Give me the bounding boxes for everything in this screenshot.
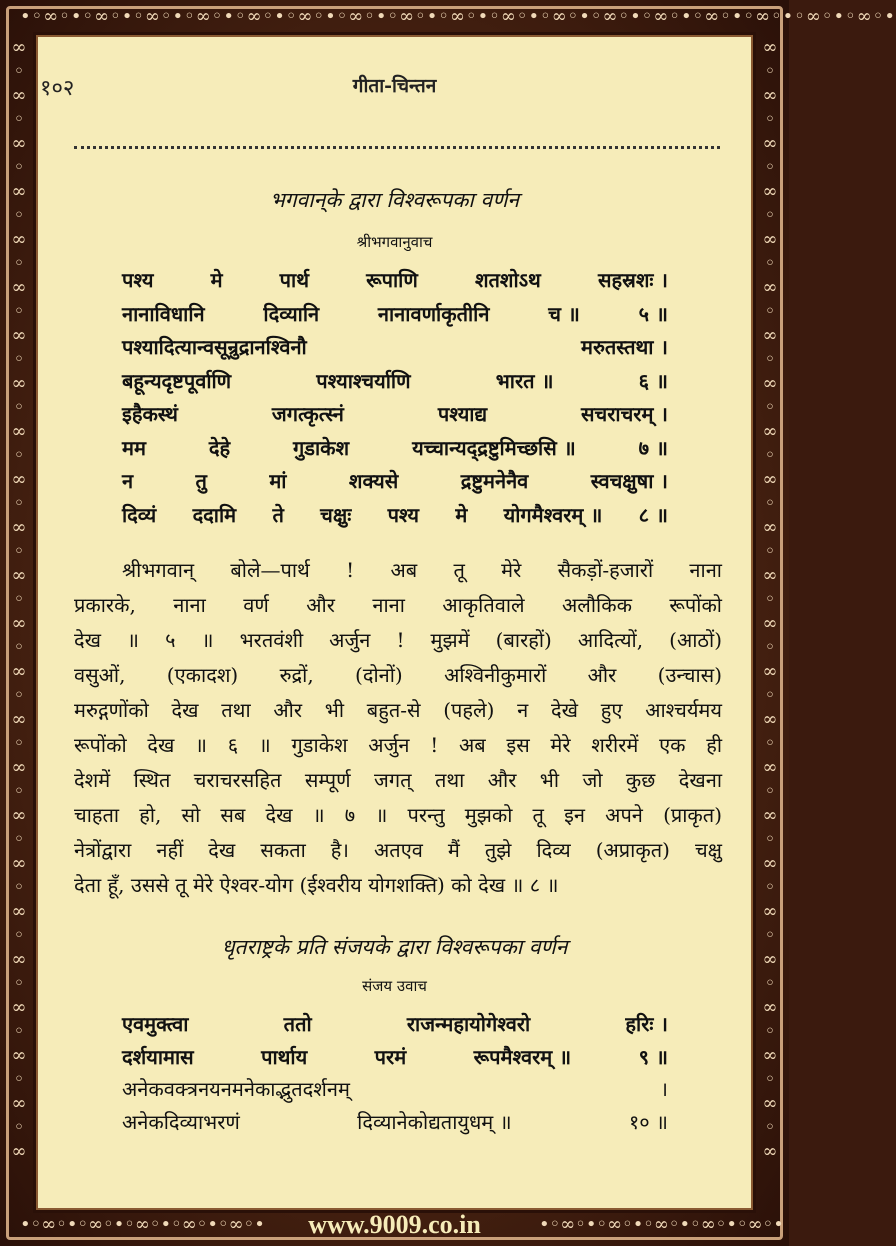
verse-word: योगमैश्वरम् ॥ <box>503 502 603 527</box>
translation-line: देख ॥ ५ ॥ भरतवंशी अर्जुन ! मुझमें (बारहों) आदित्यों, (आठों) <box>74 628 722 652</box>
verse-word: इहैकस्थं <box>122 402 178 426</box>
translation-line: चाहता हो, सो सब देख ॥ ७ ॥ परन्तु मुझको तू इन अपने (प्राकृत) <box>74 803 722 827</box>
verse-word: मम <box>122 435 146 460</box>
top-border-ornament: •◦∞◦•◦∞◦•◦∞◦•◦∞◦•◦∞◦•◦∞◦•◦∞◦•◦∞◦•◦∞◦•◦∞◦•◦∞◦•◦∞◦•◦∞◦•◦∞◦•◦∞◦•◦∞◦•◦∞◦• <box>20 6 896 27</box>
section2-speaker: संजय उवाच <box>362 977 427 995</box>
section1-verse-line <box>122 501 668 528</box>
running-head: गीता-चिन्तन <box>352 75 437 97</box>
section2-heading: धृतराष्ट्रके प्रति संजयके द्वारा विश्वरूपका वर्णन <box>221 935 568 959</box>
verse-word: ६ ॥ <box>638 368 668 393</box>
verse-word: पार्थ <box>279 268 309 292</box>
verse-word: जगत्कृत्स्नं <box>271 402 344 426</box>
verse-word: नानावर्णाकृतीनि <box>377 301 490 326</box>
section1-verse-line <box>122 266 668 293</box>
verse-word: तु <box>195 469 207 493</box>
section2-verse-line <box>122 1075 668 1102</box>
bottom-right-ornament: •◦∞◦•◦∞◦•◦∞◦•◦∞◦•◦∞◦• <box>539 1214 784 1235</box>
verse-word: रूपाणि <box>366 268 418 292</box>
verse-word: ते <box>272 502 284 527</box>
verse-word: द्रष्टुमनेनैव <box>460 469 529 493</box>
verse-word: दिव्यं <box>122 502 157 527</box>
section1-verse-line <box>122 400 668 427</box>
verse-word: हरिः । <box>625 1012 668 1036</box>
translation-line: नेत्रोंद्वारा नहीं देख सकता है। अतएव मैं तुझे दिव्य (अप्राकृत) चक्षु <box>74 838 722 862</box>
verse-word: दिव्यानेकोद्यतायुधम् ॥ <box>357 1109 512 1134</box>
verse-word: च ॥ <box>548 301 580 326</box>
verse-word: शक्यसे <box>348 469 399 493</box>
verse-word: १० ॥ <box>628 1109 668 1134</box>
section2-verse-line <box>122 1108 668 1135</box>
verse-word: गुडाकेश <box>293 435 350 460</box>
verse-word: दिव्यानि <box>263 301 320 326</box>
verse-word: रूपमैश्वरम् ॥ <box>473 1044 572 1069</box>
verse-word: नानाविधानि <box>122 301 205 326</box>
verse-word: परमं <box>374 1044 407 1069</box>
verse-word: मां <box>269 469 287 493</box>
footer-url[interactable]: www.9009.co.in <box>308 1210 481 1239</box>
verse-word: ९ ॥ <box>638 1044 668 1069</box>
verse-word: सचराचरम् । <box>581 402 668 426</box>
verse-word: मरुतस्तथा । <box>580 335 668 359</box>
verse-word: देहे <box>208 435 231 460</box>
section1-speaker: श्रीभगवानुवाच <box>356 233 433 251</box>
verse-word: ततो <box>283 1012 312 1036</box>
verse-word: स्वचक्षुषा । <box>590 469 668 493</box>
verse-word: पश्य <box>387 502 420 527</box>
translation-line: रूपोंको देख ॥ ६ ॥ गुडाकेश अर्जुन ! अब इस मेरे शरीरमें एक ही <box>74 733 722 757</box>
section2-verse-line <box>122 1043 668 1070</box>
translation-line: देशमें स्थित चराचरसहित सम्पूर्ण जगत् तथा और भी जो कुछ देखना <box>74 768 722 792</box>
section1-verse-line <box>122 367 668 394</box>
verse-word: यच्चान्यद्द्रष्टुमिच्छसि ॥ <box>412 435 576 460</box>
verse-word: न <box>122 469 134 493</box>
verse-word: मे <box>455 502 468 527</box>
verse-word: चक्षुः <box>320 502 352 527</box>
verse-word: ५ ॥ <box>638 301 668 326</box>
verse-word: ७ ॥ <box>638 435 668 460</box>
verse-word: अनेकदिव्याभरणं <box>122 1109 240 1134</box>
translation-line: प्रकारके, नाना वर्ण और नाना आकृतिवाले अलौकिक रूपोंको <box>74 593 722 617</box>
verse-word: अनेकवक्त्रनयनमनेकाद्भुतदर्शनम् <box>122 1077 350 1101</box>
translation-line: वसुओं, (एकादश) रुद्रों, (दोनों) अश्विनीकुमारों और (उन्चास) <box>74 663 722 687</box>
section1-verse-line <box>122 467 668 494</box>
verse-word: पश्यादित्यान्वसून्रुद्रानश्विनौ <box>122 335 307 359</box>
verse-word: सहस्रशः । <box>597 268 668 292</box>
verse-word: एवमुक्त्वा <box>122 1012 189 1036</box>
section2-verse-line <box>122 1010 668 1037</box>
page-number: १०२ <box>40 76 75 101</box>
verse-word: भारत ॥ <box>495 368 554 393</box>
section1-verse-line <box>122 333 668 360</box>
verse-word: पश्य <box>122 268 154 292</box>
verse-word: ददामि <box>192 502 237 527</box>
translation-line: श्रीभगवान् बोले—पार्थ ! अब तू मेरे सैकड़ों-हजारों नाना <box>122 558 722 582</box>
verse-word: पार्थाय <box>261 1044 308 1069</box>
left-border-ornament: ∞ ◦ ∞ ◦ ∞ ◦ ∞ ◦ ∞ ◦ ∞ ◦ ∞ ◦ ∞ ◦ ∞ ◦ ∞ ◦ ∞ ◦ ∞ ◦ ∞ ◦ ∞ ◦ ∞ ◦ ∞ ◦ ∞ ◦ ∞ ◦ ∞ ◦ ∞ ◦ ∞ ◦ ∞ ◦ ∞ ◦ ∞ <box>11 37 27 1162</box>
verse-word: । <box>660 1077 668 1101</box>
translation-line: देता हूँ, उससे तू मेरे ऐश्वर-योग (ईश्वरीय योगशक्ति) को देख ॥ ८ ॥ <box>74 873 559 897</box>
verse-word: पश्याश्चर्याणि <box>316 368 411 393</box>
section1-verse-line <box>122 300 668 327</box>
verse-word: पश्याद्य <box>437 402 488 426</box>
section1-heading: भगवान्‌के द्वारा विश्वरूपका वर्णन <box>269 188 520 212</box>
translation-line: मरुद्गणोंको देख तथा और भी बहुत-से (पहले) न देखे हुए आश्चर्यमय <box>74 698 722 722</box>
header-divider <box>74 146 720 161</box>
verse-word: मे <box>210 268 223 292</box>
page-header <box>40 72 749 106</box>
verse-word: ८ ॥ <box>638 502 668 527</box>
right-border-ornament: ∞ ◦ ∞ ◦ ∞ ◦ ∞ ◦ ∞ ◦ ∞ ◦ ∞ ◦ ∞ ◦ ∞ ◦ ∞ ◦ ∞ ◦ ∞ ◦ ∞ ◦ ∞ ◦ ∞ ◦ ∞ ◦ ∞ ◦ ∞ ◦ ∞ ◦ ∞ ◦ ∞ ◦ ∞ ◦ ∞ ◦ ∞ <box>762 37 778 1162</box>
verse-word: दर्शयामास <box>122 1044 194 1069</box>
verse-word: बहून्यदृष्टपूर्वाणि <box>122 368 232 393</box>
verse-word: शतशोऽथ <box>474 268 541 292</box>
verse-word: राजन्महायोगेश्वरो <box>406 1012 531 1036</box>
bottom-left-ornament: •◦∞◦•◦∞◦•◦∞◦•◦∞◦•◦∞◦• <box>20 1214 265 1235</box>
section1-verse-line <box>122 434 668 461</box>
